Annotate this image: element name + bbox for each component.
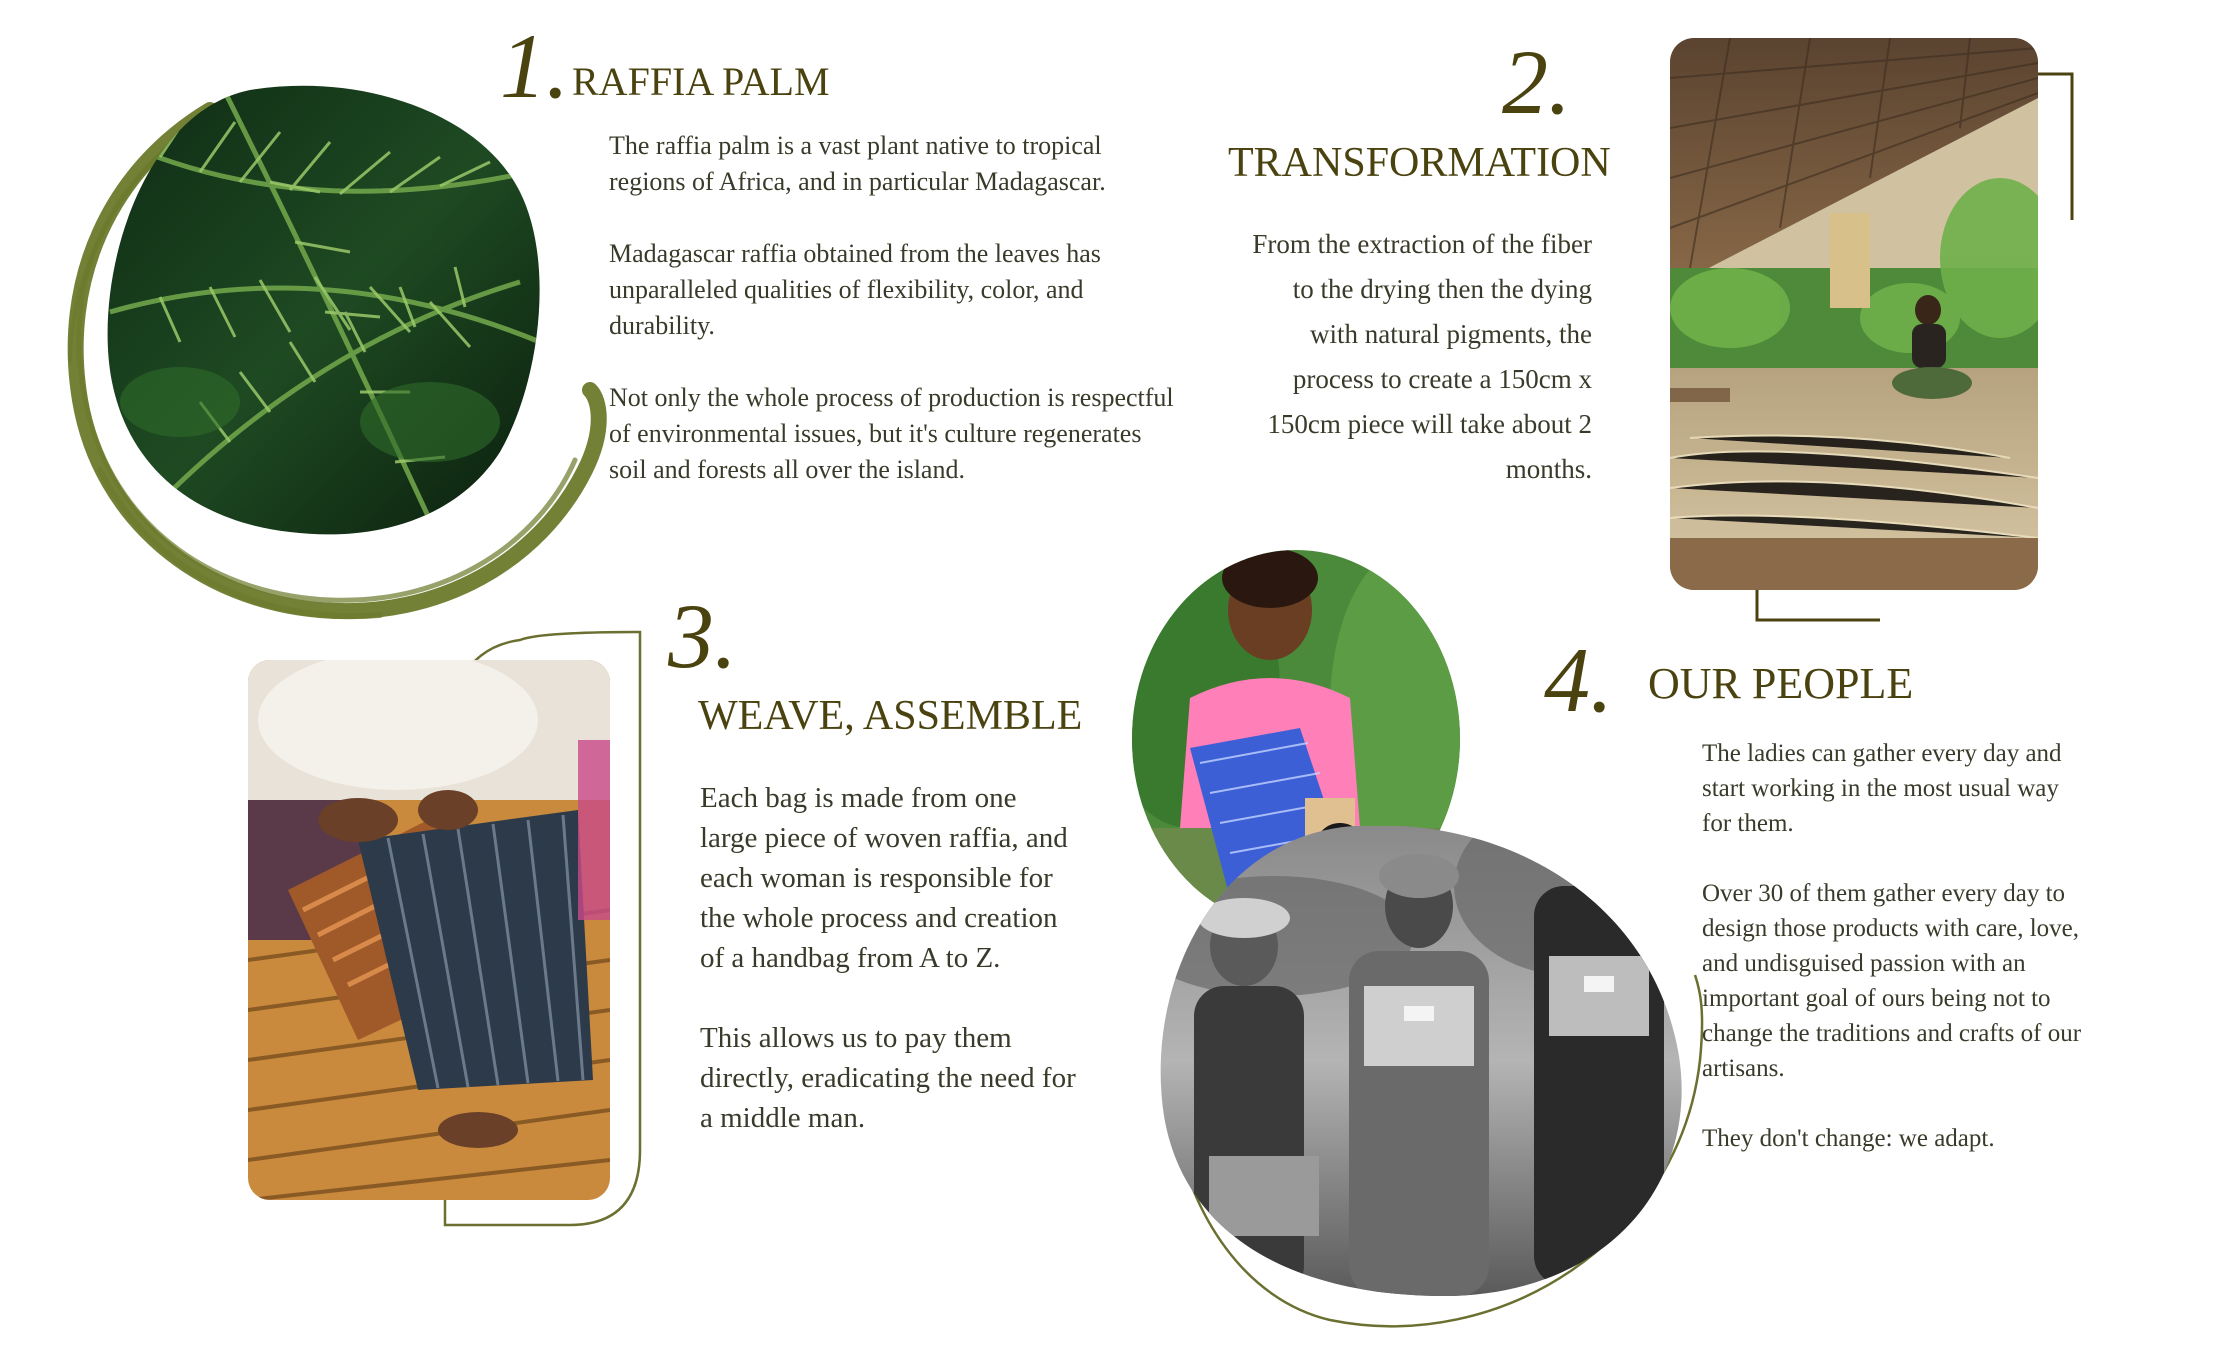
- weaving-hands-photo: [248, 660, 610, 1200]
- section-4-paragraph: The ladies can gather every day and start working in the most usual way for them.: [1702, 740, 2062, 837]
- section-1-number: 1.: [500, 15, 569, 117]
- section-2-title: TRANSFORMATION: [1228, 140, 1611, 186]
- section-3-paragraph: This allows us to pay them directly, eradicating the need for a middle man.: [700, 1022, 1076, 1134]
- section-1-body: [609, 128, 1179, 488]
- section-3-paragraph: Each bag is made from one large piece of woven raffia, and each woman is responsible for the whole process and creation of a handbag from A to Z.: [700, 782, 1068, 974]
- section-3-title: WEAVE, ASSEMBLE: [698, 693, 1083, 739]
- section-1-paragraph: Not only the whole process of production is respectful of environmental issues, but it's culture regenerates soil and forests all over the island.: [609, 383, 1174, 484]
- section-1-paragraph: Madagascar raffia obtained from the leaves has unparalleled qualities of flexibility, color, and durability.: [609, 239, 1101, 340]
- section-2-body: [1240, 222, 1592, 492]
- section-4-number: 4.: [1544, 629, 1613, 731]
- section-3-body: [700, 778, 1080, 1138]
- section-3-number: 3.: [668, 585, 737, 687]
- section-4-paragraph: They don't change: we adapt.: [1702, 1125, 1995, 1152]
- palm-leaves-photo: [100, 82, 550, 542]
- section-1-title: RAFFIA PALM: [572, 59, 830, 104]
- section-4-paragraph: Over 30 of them gather every day to design those products with care, love, and undisguised passion with an important goal of ours being not to change the traditions and crafts of our artisans.: [1702, 880, 2082, 1082]
- person-right: [1534, 886, 1664, 1286]
- section-4-title: OUR PEOPLE: [1648, 659, 1914, 708]
- artisan-group-photo: [1154, 826, 1684, 1296]
- section-4-body: [1702, 736, 2082, 1156]
- workshop-photo: [1670, 38, 2038, 590]
- section-2-number: 2.: [1502, 31, 1571, 133]
- section-2-paragraph: From the extraction of the fiber to the drying then the dying with natural pigments, the process to create a 150cm x 150cm piece will take about 2 months.: [1252, 229, 1592, 484]
- section-1-paragraph: The raffia palm is a vast plant native to tropical regions of Africa, and in particular Madagascar.: [609, 131, 1106, 196]
